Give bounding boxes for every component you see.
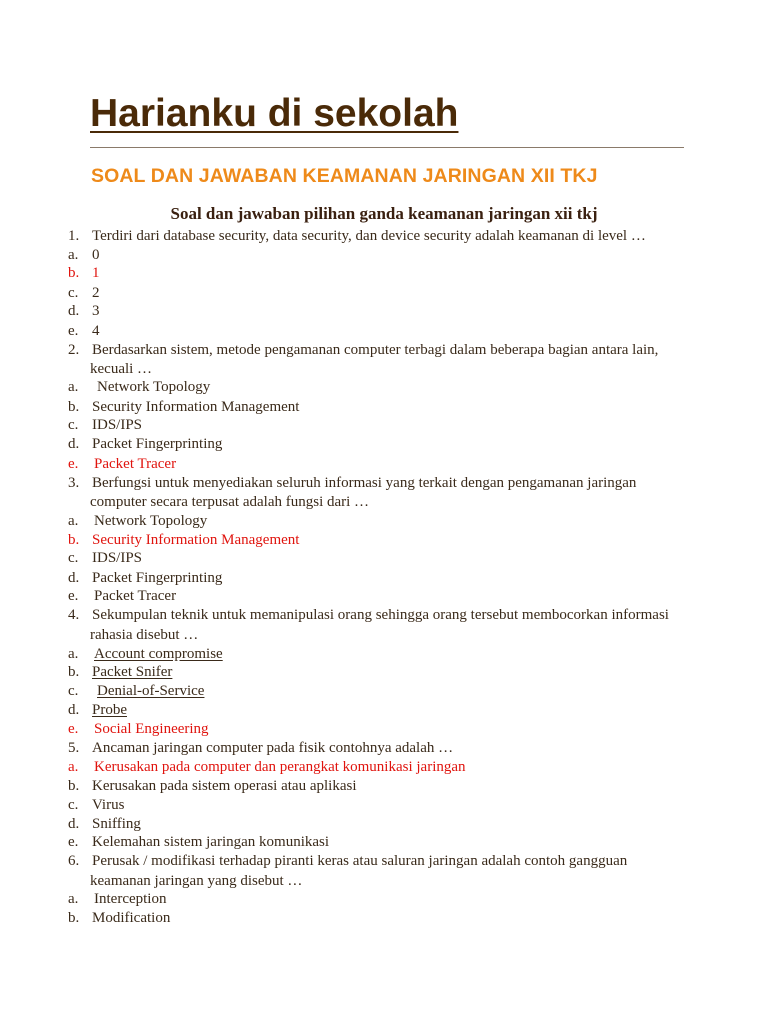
question-text: Berdasarkan sistem, metode pengamanan computer terbagi dalam beberapa bagian antara lain,	[92, 342, 659, 358]
option-text: Packet Fingerprinting	[92, 570, 223, 586]
option-text: 0	[92, 247, 100, 263]
subheading: Soal dan jawaban pilihan ganda keamanan jaringan xii tkj	[170, 204, 598, 223]
question-text: Perusak / modifikasi terhadap piranti keras atau saluran jaringan adalah contoh gangguan	[92, 853, 628, 869]
option-link[interactable]: Probe	[92, 702, 127, 718]
option-text: 2	[92, 285, 100, 301]
option-text: 1	[92, 265, 100, 281]
option-link[interactable]: Denial-of-Service	[97, 683, 205, 699]
option-text: Packet Tracer	[94, 456, 177, 472]
option-letter: b.	[68, 778, 80, 794]
option-letter: e.	[68, 323, 79, 339]
question-text: Sekumpulan teknik untuk memanipulasi orang sehingga orang tersebut membocorkan informasi	[92, 607, 669, 623]
option-letter: a.	[68, 513, 79, 529]
question-text: kecuali …	[90, 361, 153, 377]
option-letter: e.	[68, 588, 79, 604]
question-number: 5.	[68, 740, 80, 756]
question-number: 2.	[68, 342, 80, 358]
option-text: Kerusakan pada computer dan perangkat komunikasi jaringan	[94, 759, 466, 775]
option-text: Packet Tracer	[94, 588, 177, 604]
option-letter: a.	[68, 379, 79, 395]
question-text: keamanan jaringan yang disebut …	[90, 873, 303, 889]
option-text: Kelemahan sistem jaringan komunikasi	[92, 834, 330, 850]
option-text: Interception	[94, 891, 167, 907]
option-letter: d.	[68, 436, 80, 452]
option-link[interactable]: Packet Snifer	[92, 664, 173, 680]
post-title[interactable]: SOAL DAN JAWABAN KEAMANAN JARINGAN XII TKJ	[91, 165, 598, 187]
option-letter: b.	[68, 399, 80, 415]
option-text: Kerusakan pada sistem operasi atau aplikasi	[92, 778, 357, 794]
option-letter: c.	[68, 417, 79, 433]
option-letter: c.	[68, 797, 79, 813]
option-letter: a.	[68, 646, 79, 662]
option-letter: e.	[68, 834, 79, 850]
option-letter: d.	[68, 570, 80, 586]
option-text: 4	[92, 323, 100, 339]
option-letter: a.	[68, 759, 79, 775]
option-text: Network Topology	[97, 379, 211, 395]
option-letter: d.	[68, 816, 80, 832]
option-letter: e.	[68, 456, 79, 472]
question-number: 6.	[68, 853, 80, 869]
question-number: 3.	[68, 475, 80, 491]
option-text: 3	[92, 303, 100, 319]
option-text: Sniffing	[92, 816, 141, 832]
option-text: Virus	[92, 797, 125, 813]
option-letter: c.	[68, 683, 79, 699]
question-number: 1.	[68, 228, 80, 244]
option-letter: a.	[68, 891, 79, 907]
option-letter: a.	[68, 247, 79, 263]
option-text: IDS/IPS	[92, 417, 143, 433]
option-text: Network Topology	[94, 513, 208, 529]
question-text: computer secara terpusat adalah fungsi dari …	[90, 494, 370, 510]
option-letter: d.	[68, 702, 80, 718]
option-text: IDS/IPS	[92, 550, 143, 566]
question-text: Berfungsi untuk menyediakan seluruh informasi yang terkait dengan pengamanan jaringan	[92, 475, 637, 491]
option-letter: b.	[68, 265, 80, 281]
option-letter: d.	[68, 303, 80, 319]
option-text: Modification	[92, 910, 171, 926]
option-text: Security Information Management	[92, 532, 300, 548]
option-link[interactable]: Account compromise	[94, 646, 223, 662]
option-letter: c.	[68, 550, 79, 566]
option-text: Security Information Management	[92, 399, 300, 415]
option-letter: b.	[68, 532, 80, 548]
option-letter: b.	[68, 910, 80, 926]
blog-title[interactable]: Harianku di sekolah	[90, 92, 459, 135]
question-text: Ancaman jaringan computer pada fisik contohnya adalah …	[92, 740, 454, 756]
option-text: Packet Fingerprinting	[92, 436, 223, 452]
option-text: Social Engineering	[94, 721, 209, 737]
option-letter: b.	[68, 664, 80, 680]
question-text: rahasia disebut …	[90, 627, 199, 643]
question-number: 4.	[68, 607, 80, 623]
question-text: Terdiri dari database security, data security, dan device security adalah keamanan di level …	[92, 228, 646, 244]
option-letter: c.	[68, 285, 79, 301]
option-letter: e.	[68, 721, 79, 737]
divider	[90, 147, 684, 148]
